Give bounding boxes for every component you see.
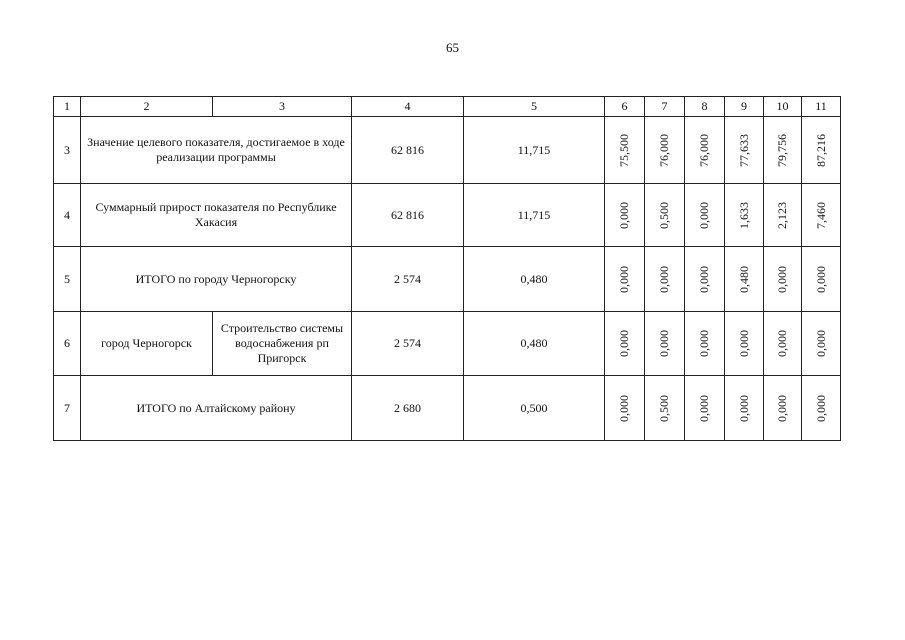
cell-col4: 62 816 <box>352 117 464 184</box>
value-cell: 0,000 <box>802 247 841 312</box>
row-label: ИТОГО по Алтайскому району <box>81 376 352 441</box>
row-number: 7 <box>54 376 81 441</box>
cell-col5: 0,480 <box>464 312 605 376</box>
cell-col5: 11,715 <box>464 117 605 184</box>
row-number: 3 <box>54 117 81 184</box>
value-cell: 0,000 <box>605 376 645 441</box>
value-cell: 0,000 <box>725 312 764 376</box>
value-cell: 1,633 <box>725 184 764 247</box>
cell-col3: Строительство системы водоснабжения рп Пригорск <box>213 312 352 376</box>
header-cell: 6 <box>605 97 645 117</box>
row-number: 5 <box>54 247 81 312</box>
header-cell: 9 <box>725 97 764 117</box>
cell-col5: 0,480 <box>464 247 605 312</box>
value-cell: 0,000 <box>685 247 725 312</box>
header-cell: 4 <box>352 97 464 117</box>
data-table <box>53 96 841 441</box>
value-cell: 0,000 <box>605 247 645 312</box>
value-cell: 0,000 <box>685 376 725 441</box>
value-cell: 0,000 <box>605 184 645 247</box>
header-cell: 8 <box>685 97 725 117</box>
value-cell: 76,000 <box>685 117 725 184</box>
value-cell: 2,123 <box>764 184 802 247</box>
value-cell: 77,633 <box>725 117 764 184</box>
value-cell: 0,000 <box>685 312 725 376</box>
row-number: 4 <box>54 184 81 247</box>
table-row <box>54 247 841 312</box>
value-cell: 0,000 <box>764 376 802 441</box>
header-cell: 7 <box>645 97 685 117</box>
cell-col2: город Черногорск <box>81 312 213 376</box>
header-cell: 2 <box>81 97 213 117</box>
value-cell: 0,000 <box>605 312 645 376</box>
header-cell: 3 <box>213 97 352 117</box>
value-cell: 0,000 <box>802 376 841 441</box>
row-label: Значение целевого показателя, достигаемое в ходе реализации программы <box>81 117 352 184</box>
value-cell: 0,500 <box>645 184 685 247</box>
value-cell: 75,500 <box>605 117 645 184</box>
value-cell: 0,000 <box>802 312 841 376</box>
value-cell: 0,480 <box>725 247 764 312</box>
value-cell: 0,000 <box>645 312 685 376</box>
table-row <box>54 184 841 247</box>
value-cell: 79,756 <box>764 117 802 184</box>
cell-col5: 11,715 <box>464 184 605 247</box>
value-cell: 0,000 <box>645 247 685 312</box>
value-cell: 0,000 <box>725 376 764 441</box>
page-number: 65 <box>446 40 459 55</box>
value-cell: 87,216 <box>802 117 841 184</box>
header-cell: 11 <box>802 97 841 117</box>
table-row <box>54 376 841 441</box>
value-cell: 76,000 <box>645 117 685 184</box>
value-cell: 0,500 <box>645 376 685 441</box>
table-row <box>54 117 841 184</box>
row-label: ИТОГО по городу Черногорску <box>81 247 352 312</box>
cell-col4: 62 816 <box>352 184 464 247</box>
header-cell: 1 <box>54 97 81 117</box>
header-row <box>54 97 841 117</box>
cell-col5: 0,500 <box>464 376 605 441</box>
table-row <box>54 312 841 376</box>
value-cell: 0,000 <box>764 312 802 376</box>
value-cell: 0,000 <box>764 247 802 312</box>
value-cell: 7,460 <box>802 184 841 247</box>
cell-col4: 2 574 <box>352 247 464 312</box>
row-number: 6 <box>54 312 81 376</box>
header-cell: 10 <box>764 97 802 117</box>
cell-col4: 2 680 <box>352 376 464 441</box>
value-cell: 0,000 <box>685 184 725 247</box>
row-label: Суммарный прирост показателя по Республике Хакасия <box>81 184 352 247</box>
header-cell: 5 <box>464 97 605 117</box>
cell-col4: 2 574 <box>352 312 464 376</box>
